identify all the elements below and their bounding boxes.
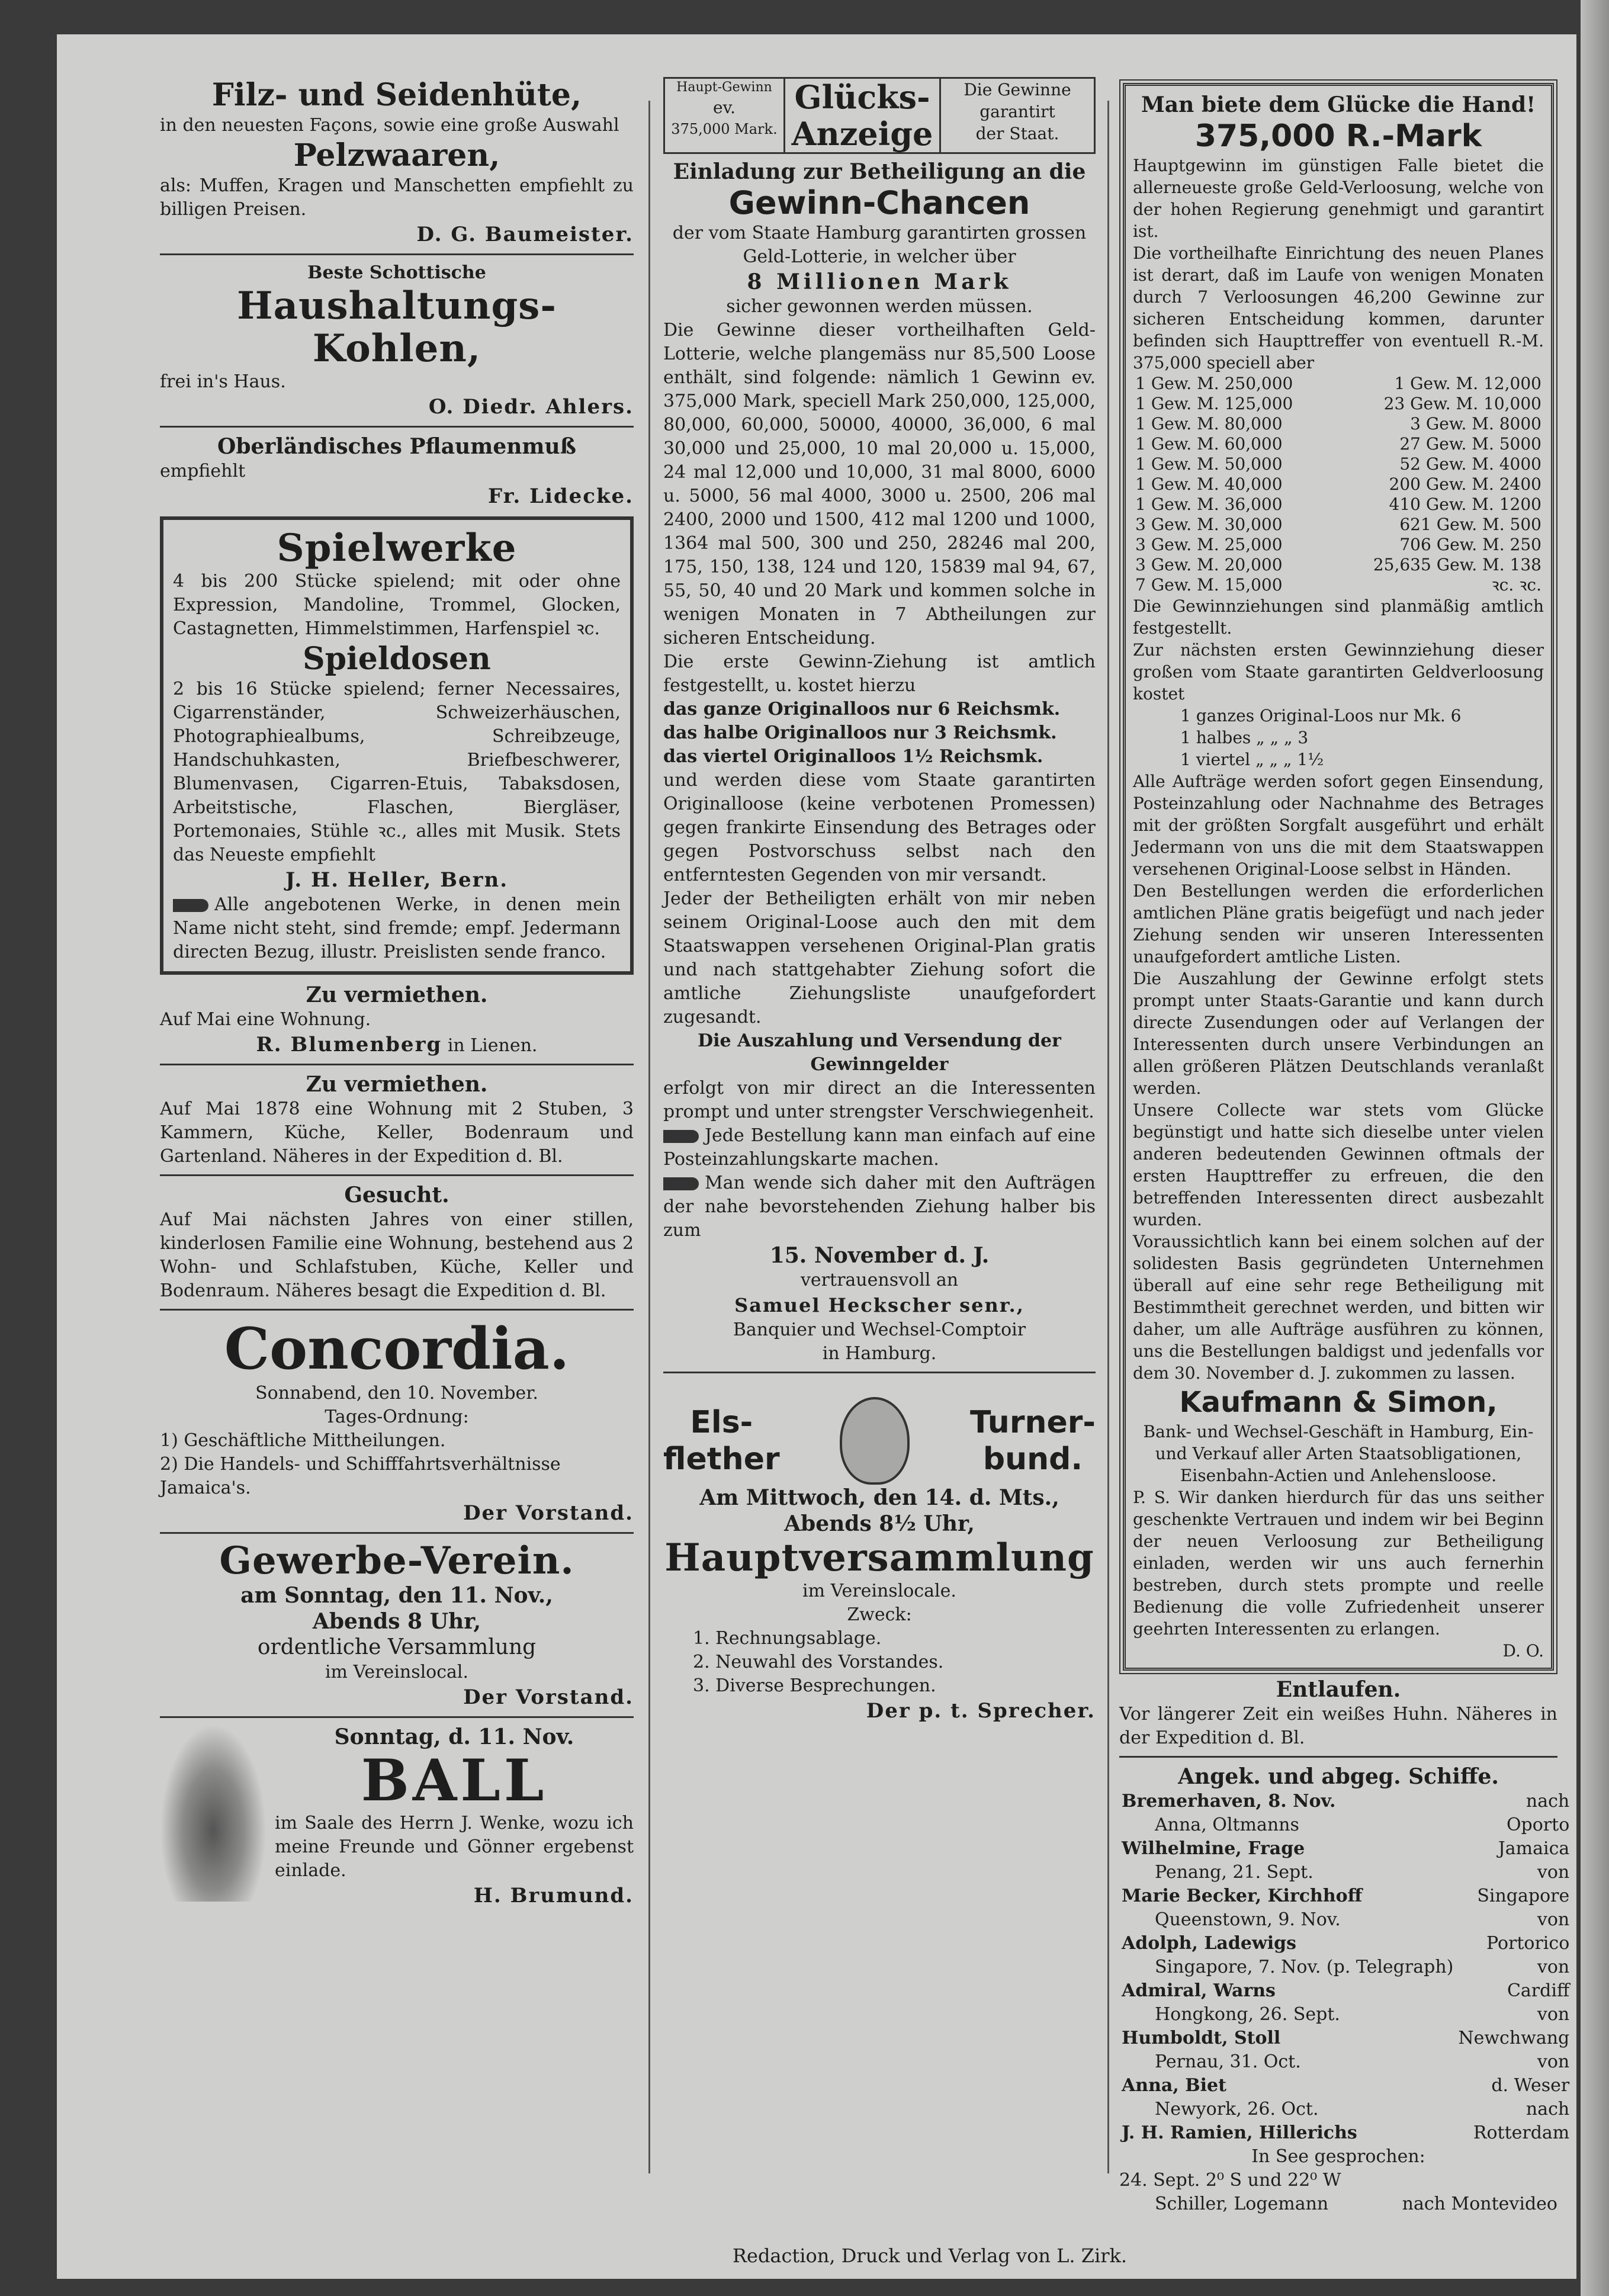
agenda-item: 2) Die Handels- und Schifffahrtsverhältnisse Jamaica's. <box>160 1454 561 1498</box>
ship-row <box>1119 1837 1572 1861</box>
turner-line: Abends 8½ Uhr, <box>784 1511 975 1536</box>
ad-signature: Der Vorstand. <box>463 1685 634 1709</box>
prize-cell: 1 Gew. M. 60,000 <box>1135 434 1283 454</box>
lottery-signature-line: Banquier und Wechsel-Comptoir <box>733 1319 1026 1340</box>
ad-wanted <box>160 1182 634 1303</box>
turner-right: Turner- <box>970 1405 1096 1440</box>
ad-title: Spielwerke <box>277 526 517 570</box>
ad-date: Sonntag, d. 11. Nov. <box>334 1725 574 1749</box>
lottery-text: Die erste Gewinn-Ziehung ist amtlich festgestellt, u. kostet hierzu <box>663 651 1096 696</box>
prize-row <box>1133 535 1544 555</box>
ship-destination: Singapore <box>1477 1886 1570 1906</box>
ad-text: 4 bis 200 Stücke spielend; mit oder ohne Expression, Mandoline, Trommel, Glocken, Castagnetten, Himmelstimmen, Harfenspiel ꝛc. <box>173 571 621 639</box>
ad-subtitle: Spieldosen <box>303 641 491 677</box>
ad-text: Den Bestellungen werden die erforderlichen amtlichen Pläne gratis beigefügt und nach jeder Ziehung senden wir unseren Interessenten unaufgefordert amtliche Listen. <box>1133 881 1544 966</box>
ad-signature: D. G. Baumeister. <box>416 223 634 246</box>
ship-destination: von <box>1537 1909 1570 1930</box>
prize-cell: ꝛc. ꝛc. <box>1491 575 1541 595</box>
ad-date: Sonnabend, den 10. November. <box>255 1383 538 1404</box>
turner-zweck: Zweck: <box>847 1604 912 1625</box>
divider <box>160 253 634 255</box>
ship-entry: Schiller, Logemann <box>1155 2194 1329 2214</box>
prize-cell: 3 Gew. M. 30,000 <box>1135 515 1283 534</box>
pointing-hand-icon <box>173 899 208 912</box>
divider <box>160 1309 634 1311</box>
ad-signature: Der Vorstand. <box>463 1501 634 1525</box>
header-title: Glücks- <box>794 78 930 116</box>
ad-text: Die vortheilhafte Einrichtung des neuen Planes ist derart, daß im Laufe von wenigen Monaten durch 7 Verloosungen 46,200 Gewinne zur sicheren Entscheidung kommen, darunter befinden sich Haupttreffer von eventuell R.-M. 375,000 speciell aber <box>1133 243 1544 373</box>
turner-right: bund. <box>982 1441 1083 1477</box>
prize-row <box>1133 434 1544 454</box>
prize-cell: 706 Gew. M. 250 <box>1399 535 1541 554</box>
ad-rent-1 <box>160 982 634 1058</box>
prize-cell: 52 Gew. M. 4000 <box>1399 454 1541 474</box>
ad-text: Alle Aufträge werden sofort gegen Einsendung, Posteinzahlung oder Nachnahme des Betrages mit der größten Sorgfalt ausgeführt und erhält Jedermann von uns die mit dem Staatswappen versehenen Original-Loose selbst in Händen. <box>1133 772 1544 879</box>
ship-destination: d. Weser <box>1491 2075 1570 2096</box>
ship-entry: Anna, Biet <box>1122 2075 1226 2096</box>
prize-row <box>1133 374 1544 394</box>
prize-cell: 1 Gew. M. 250,000 <box>1135 374 1293 393</box>
ad-note: Alle angebotenen Werke, in denen mein Name nicht steht, sind fremde; empf. Jedermann directen Bezug, illustr. Preislisten sende franco. <box>173 894 621 962</box>
ship-entry: Humboldt, Stoll <box>1122 2028 1281 2048</box>
ship-entry: Newyork, 26. Oct. <box>1155 2099 1319 2120</box>
ticket-price: 1 viertel „ „ „ 1½ <box>1180 750 1324 769</box>
ad-title: Filz- und Seidenhüte, <box>211 77 582 113</box>
lottery-text: der vom Staate Hamburg garantirten grossen Geld-Lotterie, in welcher über <box>672 223 1087 267</box>
prize-cell: 410 Gew. M. 1200 <box>1389 494 1541 514</box>
ship-entry: J. H. Ramien, Hillerichs <box>1122 2122 1357 2143</box>
ad-coal <box>160 261 634 420</box>
lottery-subhead: Die Auszahlung und Versendung der Gewinngelder <box>698 1030 1061 1075</box>
lottery-text: Jede Bestellung kann man einfach auf eine Posteinzahlungskarte machen. <box>663 1125 1096 1170</box>
ad-gewerbe-verein <box>160 1540 634 1710</box>
ad-signature-line: Bank- und Wechsel-Geschäft in Hamburg, Ein- und Verkauf aller Arten Staatsobligationen, Eisenbahn-Actien und Anlehensloose. <box>1143 1422 1534 1485</box>
pointing-hand-icon <box>663 1130 699 1143</box>
lottery-signature: Samuel Heckscher senr., <box>734 1294 1025 1316</box>
ship-destination: von <box>1537 1862 1570 1883</box>
ad-postscript: P. S. Wir danken hierdurch für das uns seither geschenkte Vertrauen und indem wir bei Beginn der neuen Verloosung zur Betheiligung einladen, werden wir uns auch fernerhin bestreben, durch stets prompte und reelle Bedienung die volle Zufriedenheit unserer geehrten Interessenten zu erlangen. <box>1133 1488 1544 1639</box>
ship-row <box>1119 1908 1572 1932</box>
prize-cell: 23 Gew. M. 10,000 <box>1383 394 1541 413</box>
lottery-price: das viertel Originalloos 1½ Reichsmk. <box>663 746 1043 767</box>
ship-destination: Cardiff <box>1507 1980 1570 2001</box>
lottery-text: und werden diese vom Staate garantirten Originalloose (keine verbotenen Promessen) gegen frankirte Einsendung des Betrages oder gegen Postvorschuss selbst nach den entferntesten Gegenden von mir versandt. <box>663 770 1096 885</box>
prize-cell: 1 Gew. M. 36,000 <box>1135 494 1283 514</box>
prize-cell: 25,635 Gew. M. 138 <box>1373 555 1541 574</box>
ad-title: Haushaltungs-Kohlen, <box>237 284 557 371</box>
ships-title: Angek. und abgeg. Schiffe. <box>1178 1764 1499 1789</box>
ad-text: Voraussichtlich kann bei einem solchen auf der solidesten Basis gegründeten Unternehmen überall auf eine sehr rege Betheiligung mit Bestimmtheit gerechnet werden, und bitten wir daher, um alle Aufträge ausführen zu können, uns die Bestellungen baldigst und jedenfalls vor dem 30. November d. J. zukommen zu lassen. <box>1133 1232 1544 1383</box>
prize-row <box>1133 414 1544 434</box>
lottery-text: Die Gewinne dieser vortheilhaften Geld-Lotterie, welche plangemäss nur 85,500 Loose enthält, sind folgende: nämlich 1 Gewinn ev. 375,000 Mark, speciell Mark 250,000, 125,000, 80,000, 60,000, 50000, 40000, 36,000, 6 mal 30,000 und 25,000, 10 mal 20,000 u. 15,000, 24 mal 12,000 und 10,000, 31 mal 8000, 6000 u. 5000, 56 mal 4000, 3000 u. 2500, 206 mal 2400, 2000 und 1500, 412 mal 1200 und 1000, 1364 mal 500, 300 und 250, 28246 mal 200, 175, 150, 138, 124 und 120, 15839 mal 94, 67, 55, 50, 40 und 20 Mark und kommen solche in wenigen Monaten in 7 Abtheilungen zur sicheren Entscheidung. <box>663 320 1096 648</box>
column-right <box>1119 77 1570 2216</box>
turner-line: im Vereinslocale. <box>802 1581 956 1601</box>
ad-pretitle: Beste Schottische <box>307 262 486 283</box>
ad-text: frei in's Haus. <box>160 371 286 392</box>
ad-line: ordentliche Versammlung <box>257 1635 537 1659</box>
ship-row <box>1119 2027 1572 2050</box>
prize-cell: 1 Gew. M. 12,000 <box>1394 374 1541 393</box>
ad-text: empfiehlt <box>160 461 246 481</box>
turner-line: Am Mittwoch, den 14. d. Mts., <box>699 1485 1059 1510</box>
ship-entry: Penang, 21. Sept. <box>1155 1862 1313 1883</box>
ad-signature: Kaufmann & Simon, <box>1179 1386 1498 1419</box>
ship-destination: Rotterdam <box>1473 2122 1570 2143</box>
ship-entry: Pernau, 31. Oct. <box>1155 2051 1301 2072</box>
prize-row <box>1133 555 1544 575</box>
column-rule <box>648 101 650 2173</box>
ad-plum <box>160 433 634 509</box>
divider <box>160 1716 634 1718</box>
lottery-amount: 8 Millionen Mark <box>747 269 1012 294</box>
ad-text: Unsere Collecte war stets vom Glücke begünstigt und hatte sich dieselbe unter vielen anderen bedeutenden Gewinnen oftmals der ersten Haupttreffer zu erfreuen, die den betreffenden Interessenten direct ausbezahlt wurden. <box>1133 1100 1544 1229</box>
prize-cell: 1 Gew. M. 40,000 <box>1135 474 1283 494</box>
prize-cell: 1 Gew. M. 80,000 <box>1135 414 1283 433</box>
header-right-line: garantirt <box>979 102 1055 121</box>
ships-spoken: In See gesprochen: <box>1251 2146 1425 2167</box>
ship-row <box>1119 1861 1572 1884</box>
ship-destination: Oporto <box>1506 1815 1570 1835</box>
header-left-line: Haupt-Gewinn <box>676 80 772 95</box>
ship-entry: Admiral, Warns <box>1122 1980 1276 2001</box>
ad-postscript-signature: D. O. <box>1502 1641 1544 1661</box>
ship-destination: nach <box>1526 1791 1570 1812</box>
ship-entry: Marie Becker, Kirchhoff <box>1122 1886 1363 1906</box>
ship-destination: Newchwang <box>1458 2028 1570 2048</box>
divider <box>160 1064 634 1065</box>
column-rule <box>1107 101 1109 2173</box>
prize-cell: 27 Gew. M. 5000 <box>1399 434 1541 454</box>
ad-kaufmann-simon <box>1123 83 1554 1671</box>
ships-table <box>1119 1790 1572 2145</box>
ship-row <box>1119 2098 1572 2121</box>
divider <box>160 1174 634 1176</box>
ad-text: Hauptgewinn im günstigen Falle bietet die allerneueste große Geld-Verloosung, welche von der hohen Regierung genehmigt und garantirt ist. <box>1133 156 1544 241</box>
imprint-footer: Redaction, Druck und Verlag von L. Zirk. <box>732 2244 1128 2267</box>
ship-entry: Anna, Oltmanns <box>1155 1815 1299 1835</box>
ad-music-boxes <box>160 516 634 975</box>
ship-row <box>1119 1884 1572 1908</box>
ticket-price: 1 halbes „ „ „ 3 <box>1180 728 1309 747</box>
ship-destination: von <box>1537 1957 1570 1977</box>
ship-destination: von <box>1537 2051 1570 2072</box>
ad-hats <box>160 77 634 248</box>
ad-signature: H. Brumund. <box>473 1884 634 1908</box>
ship-destination: nach <box>1526 2099 1570 2120</box>
column-middle <box>663 77 1096 1724</box>
ad-subtitle: Pelzwaaren, <box>293 137 500 174</box>
ad-title: Zu vermiethen. <box>306 1072 488 1097</box>
lottery-header <box>663 77 1096 154</box>
ship-row <box>1119 1813 1572 1837</box>
ad-title: Gewerbe-Verein. <box>219 1539 574 1583</box>
lottery-signature-line: in Hamburg. <box>822 1343 937 1364</box>
ad-agenda-label: Tages-Ordnung: <box>325 1406 469 1427</box>
ships-spoken-position: 24. Sept. 2⁰ S und 22⁰ W <box>1119 2170 1341 2191</box>
prize-cell: 3 Gew. M. 25,000 <box>1135 535 1283 554</box>
ad-headline: Man biete dem Glücke die Hand! <box>1141 92 1536 117</box>
lottery-invite: Einladung zur Betheiligung an die <box>673 159 1086 184</box>
agenda-item: 1) Geschäftliche Mittheilungen. <box>160 1430 446 1451</box>
ticket-price: 1 ganzes Original-Loos nur Mk. 6 <box>1180 706 1462 725</box>
lottery-date: 15. November d. J. <box>769 1243 990 1268</box>
ship-news <box>1119 1764 1570 2216</box>
turner-left: Els- <box>690 1405 753 1440</box>
divider <box>160 1532 634 1534</box>
prize-cell: 7 Gew. M. 15,000 <box>1135 575 1283 595</box>
lottery-text: Man wende sich daher mit den Aufträgen der nahe bevorstehenden Ziehung halber bis zum <box>663 1173 1096 1241</box>
ship-row <box>1119 1932 1572 1955</box>
ad-title: Oberländisches Pflaumenmuß <box>217 434 577 459</box>
ad-rent-2 <box>160 1071 634 1168</box>
ad-line: Abends 8 Uhr, <box>312 1609 481 1634</box>
ad-signature: O. Diedr. Ahlers. <box>428 395 634 419</box>
turner-left: flether <box>663 1441 780 1477</box>
divider <box>160 426 634 428</box>
ad-amount: 375,000 R.-Mark <box>1194 118 1482 154</box>
ship-destination: nach Montevideo <box>1402 2194 1557 2214</box>
ship-row <box>1119 1790 1572 1813</box>
ad-line: im Vereinslocal. <box>325 1662 469 1682</box>
divider <box>663 1372 1096 1373</box>
prize-row <box>1133 454 1544 474</box>
lottery-title: Gewinn-Chancen <box>728 184 1030 221</box>
ship-entry: Wilhelmine, Frage <box>1122 1838 1305 1859</box>
header-title: Anzeige <box>791 115 933 153</box>
ship-entry: Queenstown, 9. Nov. <box>1155 1909 1341 1930</box>
ad-title: Entlaufen. <box>1276 1677 1401 1702</box>
lottery-price: das halbe Originalloos nur 3 Reichsmk. <box>663 722 1057 743</box>
ad-text: Zur nächsten ersten Gewinnziehung dieser großen vom Staate garantirten Geldverloosung kostet <box>1133 640 1544 704</box>
header-left-line: ev. <box>713 98 736 117</box>
column-left <box>160 77 634 1909</box>
ad-text: Auf Mai 1878 eine Wohnung mit 2 Stuben, 3 Kammern, Küche, Keller, Bodenraum und Gartenland. Näheres in der Expedition d. Bl. <box>160 1099 634 1167</box>
ad-text: Auf Mai nächsten Jahres von einer stillen, kinderlosen Familie eine Wohnung, bestehend aus 2 Wohn- und Schlafstuben, Küche, Keller und Bodenraum. Näheres besagt die Expedition d. Bl. <box>160 1209 634 1301</box>
ad-text: 2 bis 16 Stücke spielend; ferner Necessaires, Cigarrenständer, Schweizerhäuschen, Photographiealbums, Schreibzeuge, Handschuhkasten, Briefbeschwerer, Blumenvasen, Cigarren-Etuis, Tabaksdosen, Arbeitstische, Flaschen, Biergläser, Portemonaies, Stühle ꝛc., alles mit Musik. Stets das Neueste empfiehlt <box>173 679 621 865</box>
ad-title: Zu vermiethen. <box>306 982 488 1007</box>
prize-cell: 200 Gew. M. 2400 <box>1389 474 1541 494</box>
ship-destination: Portorico <box>1486 1933 1570 1954</box>
ship-entry: Bremerhaven, 8. Nov. <box>1122 1791 1336 1812</box>
ad-text: als: Muffen, Kragen und Manschetten empfiehlt zu billigen Preisen. <box>160 175 634 220</box>
ad-text: in den neuesten Façons, sowie eine große Auswahl <box>160 115 619 136</box>
turner-item: 2. Neuwahl des Vorstandes. <box>693 1652 944 1672</box>
ad-signature: R. Blumenberg <box>256 1033 442 1057</box>
ad-text: im Saale des Herrn J. Wenke, wozu ich meine Freunde und Gönner ergebenst einlade. <box>275 1813 634 1881</box>
turner-item: 1. Rechnungsablage. <box>693 1628 882 1649</box>
prize-cell: 1 Gew. M. 125,000 <box>1135 394 1293 413</box>
ship-row <box>1119 2121 1572 2145</box>
ship-row <box>1119 2003 1572 2027</box>
lottery-text: sicher gewonnen werden müssen. <box>726 296 1033 317</box>
ad-text: Die Gewinnziehungen sind planmäßig amtlich festgestellt. <box>1133 596 1544 638</box>
prize-cell: 621 Gew. M. 500 <box>1399 515 1541 534</box>
divider <box>1119 1756 1557 1758</box>
ad-line: am Sonntag, den 11. Nov., <box>240 1583 553 1608</box>
lottery-text: erfolgt von mir direct an die Interessenten prompt und unter strengster Verschwiegenheit. <box>663 1078 1096 1122</box>
ad-ball <box>160 1724 634 1909</box>
ad-text: Die Auszahlung der Gewinne erfolgt stets prompt unter Staats-Garantie und kann durch directe Zusendungen oder auf Verlangen der Interessenten durch unsere Verbindungen an allen größeren Plätzen Deutschlands veranlaßt werden. <box>1133 969 1544 1098</box>
ship-destination: von <box>1537 2004 1570 2025</box>
ship-row <box>1119 2050 1572 2074</box>
prize-table <box>1133 374 1544 595</box>
ship-destination: Jamaica <box>1498 1838 1570 1859</box>
ad-title: Gesucht. <box>344 1183 449 1208</box>
ship-entry: Adolph, Ladewigs <box>1122 1933 1297 1954</box>
ship-row <box>1119 2074 1572 2098</box>
ship-entry: Singapore, 7. Nov. (p. Telegraph) <box>1155 1957 1454 1977</box>
prize-row <box>1133 494 1544 515</box>
header-right-line: der Staat. <box>975 124 1059 143</box>
ship-entry: Hongkong, 26. Sept. <box>1155 2004 1340 2025</box>
prize-cell: 3 Gew. M. 8000 <box>1410 414 1541 433</box>
ad-signature-tail: in Lienen. <box>447 1035 538 1056</box>
dancing-couple-illustration <box>160 1724 266 1902</box>
pointing-hand-icon <box>663 1177 699 1190</box>
turner-title: Hauptversammlung <box>664 1536 1094 1580</box>
prize-row <box>1133 394 1544 414</box>
ad-text: Vor längerer Zeit ein weißes Huhn. Näheres in der Expedition d. Bl. <box>1119 1704 1557 1748</box>
lottery-text: Jeder der Betheiligten erhält von mir neben seinem Original-Loose auch den mit dem Staatswappen versehenen Original-Plan gratis und nach stattgehabter Ziehung sofort die amtliche Ziehungsliste unaufgefordert zugesandt. <box>663 888 1096 1027</box>
ship-row <box>1119 1955 1572 1979</box>
ad-title: Concordia. <box>224 1315 570 1382</box>
page-edge <box>1581 0 1609 2296</box>
ad-concordia <box>160 1316 634 1526</box>
prize-row <box>1133 575 1544 595</box>
crest-icon <box>840 1397 910 1485</box>
ad-signature: Fr. Lidecke. <box>488 484 634 508</box>
ad-title: BALL <box>361 1747 548 1814</box>
ad-lost-hen <box>1119 1677 1557 1750</box>
ship-row <box>1119 1979 1572 2003</box>
header-left-line: 375,000 Mark. <box>671 121 778 137</box>
lottery-text: vertrauensvoll an <box>800 1270 959 1290</box>
prize-cell: 1 Gew. M. 50,000 <box>1135 454 1283 474</box>
turner-signature: Der p. t. Sprecher. <box>866 1699 1096 1723</box>
prize-row <box>1133 474 1544 494</box>
prize-cell: 3 Gew. M. 20,000 <box>1135 555 1283 574</box>
turner-item: 3. Diverse Besprechungen. <box>693 1675 936 1696</box>
header-right-line: Die Gewinne <box>964 80 1071 99</box>
ad-text: Auf Mai eine Wohnung. <box>160 1009 371 1030</box>
ad-turnerbund <box>663 1397 1096 1724</box>
ad-signature: J. H. Heller, Bern. <box>285 868 509 892</box>
prize-row <box>1133 515 1544 535</box>
lottery-price: das ganze Originalloos nur 6 Reichsmk. <box>663 699 1061 720</box>
